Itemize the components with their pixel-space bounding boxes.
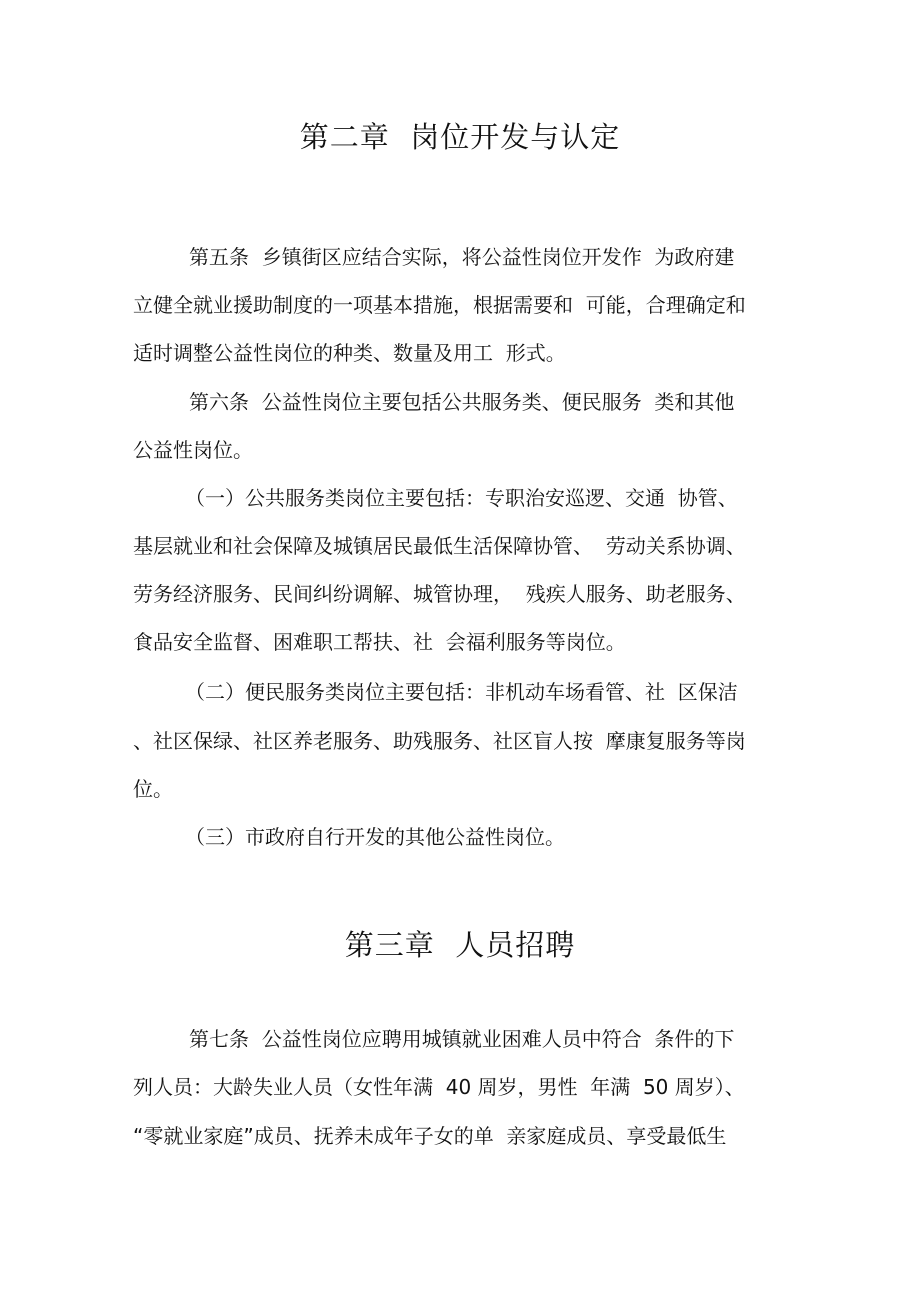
item-3-line-1: （三）市政府自行开发的其他公益性岗位。 (185, 825, 565, 849)
item-1-line-3: 劳务经济服务、民间纠纷调解、城管协理， 残疾人服务、助老服务、 (133, 582, 746, 606)
item-2-line-2: 、社区保绿、社区养老服务、助残服务、社区盲人按 摩康复服务等岗 (133, 729, 746, 753)
article-7-line-1: 第七条 公益性岗位应聘用城镇就业困难人员中符合 条件的下 (189, 1027, 735, 1051)
article-6-line-1: 第六条 公益性岗位主要包括公共服务类、便民服务 类和其他 (189, 390, 735, 414)
article-5-line-1: 第五条 乡镇街区应结合实际，将公益性岗位开发作 为政府建 (189, 245, 735, 269)
item-2-line-1: （二）便民服务类岗位主要包括：非机动车场看管、社 区保洁 (185, 680, 738, 704)
article-6-line-2: 公益性岗位。 (133, 438, 253, 462)
item-2-line-3: 位。 (133, 777, 173, 801)
article-7-line-3: “零就业家庭”成员、抚养未成年子女的单 亲家庭成员、享受最低生 (133, 1124, 727, 1148)
article-5-line-2: 立健全就业援助制度的一项基本措施，根据需要和 可能，合理确定和 (133, 293, 746, 317)
item-1-line-4: 食品安全监督、困难职工帮扶、社 会福利服务等岗位。 (133, 630, 626, 654)
article-5-line-3: 适时调整公益性岗位的种类、数量及用工 形式。 (133, 341, 566, 365)
chapter-2-title: 第二章 岗位开发与认定 (299, 120, 621, 154)
item-1-line-1: （一）公共服务类岗位主要包括：专职治安巡逻、交通 协管、 (185, 486, 738, 510)
chapter-3-title: 第三章 人员招聘 (344, 928, 576, 962)
article-7-line-2: 列人员：大龄失业人员（女性年满 40 周岁，男性 年满 50 周岁）、 (133, 1075, 745, 1099)
item-1-line-2: 基层就业和社会保障及城镇居民最低生活保障协管、 劳动关系协调、 (133, 534, 746, 558)
